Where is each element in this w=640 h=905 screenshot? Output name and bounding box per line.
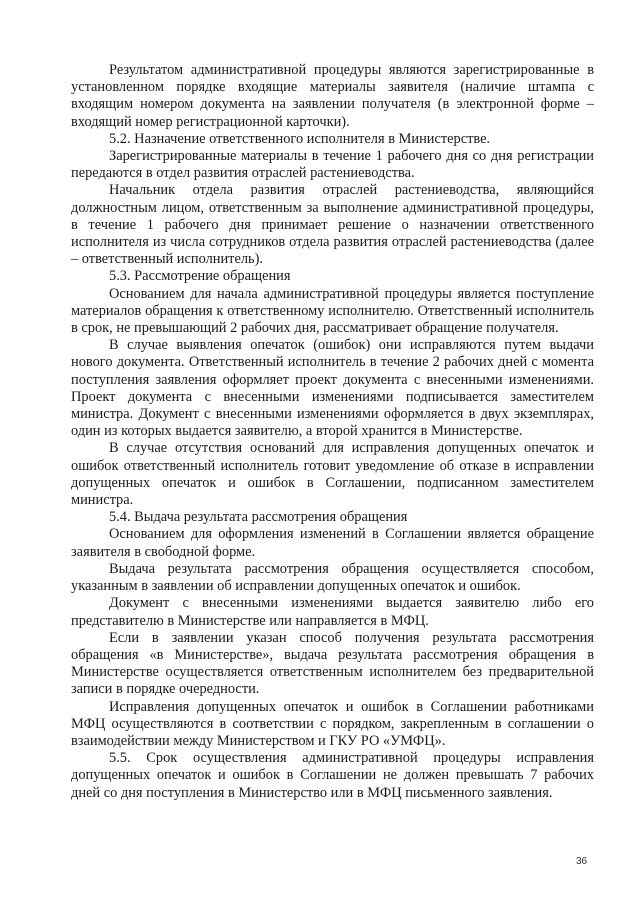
paragraph-deadline-5-5: 5.5. Срок осуществления административной процедуры исправления допущенных опечаток и ошибок в Соглашении не должен превышать 7 рабочих дней со дня поступления в Министерство или в МФЦ письменного заявления. (71, 750, 594, 801)
section-heading-5-3: 5.3. Рассмотрение обращения (109, 268, 291, 285)
section-heading-5-4: 5.4. Выдача результата рассмотрения обращения (109, 509, 408, 526)
paragraph-assign-executor: Начальник отдела развития отраслей растениеводства, являющийся должностным лицом, ответственным за выполнение административной процедуры, в течение 1 рабочего дня принимает решение о назначении ответственного исполнителя из числа сотрудников отдела развития отраслей растениеводства (далее – ответственный исполнитель). (71, 182, 594, 268)
paragraph-refusal-notice: В случае отсутствия оснований для исправления допущенных опечаток и ошибок ответственный исполнитель готовит уведомление об отказе в исправлении допущенных опечаток и ошибок в Соглашении, подписанном заместителем министра. (71, 440, 594, 509)
paragraph-error-correction: В случае выявления опечаток (ошибок) они исправляются путем выдачи нового документа. Ответственный исполнитель в течение 2 рабочих дней с момента поступления заявления оформляет проект документа с внесенными изменениями. Проект документа с внесенными изменениями подписывается заместителем министра. Документ с внесенными изменениями оформляется в двух экземплярах, один из которых выдается заявителю, а второй хранится в Министерстве. (71, 337, 594, 440)
document-body (71, 62, 594, 802)
paragraph-basis-review: Основанием для начала административной процедуры является поступление материалов обращения к ответственному исполнителю. Ответственный исполнитель в срок, не превышающий 2 рабочих дня, рассматривает обращение получателя. (71, 285, 594, 337)
paragraph-basis-changes: Основанием для оформления изменений в Соглашении является обращение заявителя в свободной форме. (71, 526, 594, 560)
paragraph-document-issue: Документ с внесенными изменениями выдается заявителю либо его представителю в Министерстве или направляется в МФЦ. (71, 595, 594, 629)
paragraph-issue-in-ministry: Если в заявлении указан способ получения результата рассмотрения обращения «в Министерстве», выдача результата рассмотрения обращения в Министерстве осуществляется ответственным исполнителем без предварительной записи в порядке очередности. (71, 629, 594, 698)
paragraph-delivery-method: Выдача результата рассмотрения обращения осуществляется способом, указанным в заявлении об исправлении допущенных опечаток и ошибок. (71, 560, 594, 595)
page-number: 36 (576, 856, 588, 867)
paragraph-mfc-corrections: Исправления допущенных опечаток и ошибок в Соглашении работниками МФЦ осуществляются в соответствии с порядком, закрепленным в соглашении о взаимодействии между Министерством и ГКУ РО «УМФЦ». (71, 698, 594, 749)
section-heading-5-2: 5.2. Назначение ответственного исполнителя в Министерстве. (109, 130, 491, 147)
paragraph-transfer-to-department: Зарегистрированные материалы в течение 1 рабочего дня со дня регистрации передаются в отдел развития отраслей растениеводства. (71, 148, 594, 182)
paragraph-registration-result: Результатом административной процедуры являются зарегистрированные в установленном порядке входящие материалы заявителя (наличие штампа с входящим номером документа на заявлении получателя (в электронной форме – входящий номер регистрационной карточки). (71, 62, 594, 130)
